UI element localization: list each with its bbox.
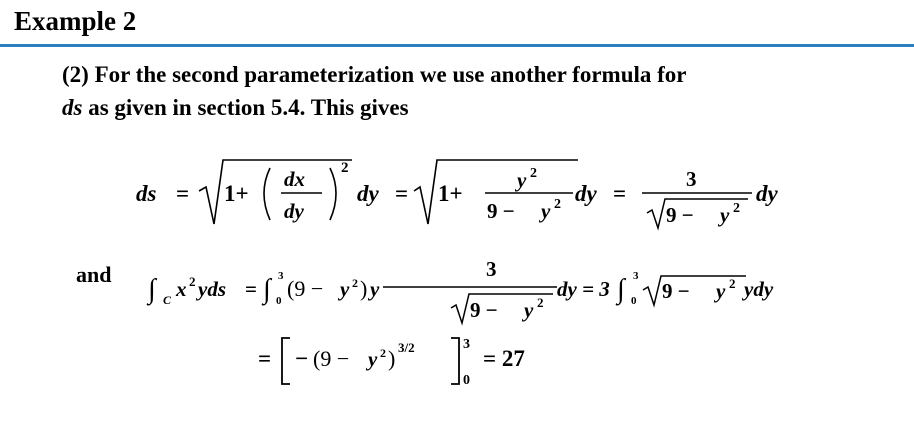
equals-sign: =: [245, 277, 257, 301]
result: = 27: [483, 346, 525, 371]
y-exponent: 2: [733, 201, 740, 216]
nine-minus-paren: (9 −: [313, 346, 350, 371]
dy-equals-three: dy = 3: [557, 277, 610, 301]
dy-term: dy: [357, 181, 379, 206]
ds-term: ds: [62, 95, 83, 120]
three-numerator: 3: [486, 257, 497, 281]
equals-sign: =: [258, 346, 272, 371]
equation-ds: [136, 160, 779, 228]
right-bracket: [451, 338, 459, 384]
nine-minus-paren: (9 −: [287, 276, 324, 301]
y-exponent: 2: [729, 276, 736, 291]
nine-minus: 9 −: [666, 203, 694, 227]
lower-limit: 0: [276, 295, 282, 307]
equation-line-integral: [146, 257, 774, 323]
dy-denominator: dy: [284, 199, 304, 223]
yds-term: yds: [198, 277, 226, 301]
x-exponent: 2: [189, 274, 196, 289]
close-paren: ): [388, 346, 396, 371]
equals-sign: =: [395, 181, 409, 206]
lower-limit: 0: [631, 295, 637, 307]
dy-term: dy: [575, 181, 597, 206]
upper-limit: 3: [278, 270, 284, 282]
three-halves-exponent: 3/2: [398, 340, 415, 355]
minus-sign: −: [295, 346, 309, 371]
y-exponent: 2: [380, 346, 386, 360]
dx-numerator: dx: [284, 167, 305, 191]
lower-limit: 0: [463, 373, 470, 388]
y-exponent: 2: [554, 197, 561, 212]
y-variable: y: [368, 347, 378, 371]
y-variable: y: [716, 279, 726, 303]
three-numerator: 3: [686, 167, 697, 191]
left-paren: [264, 168, 270, 220]
radical-sign: [199, 160, 352, 224]
one-plus: 1+: [224, 181, 249, 206]
one-plus: 1+: [438, 181, 463, 206]
equation-evaluation: [258, 337, 525, 388]
nine-minus: 9 −: [470, 298, 498, 322]
dy-term: dy: [756, 181, 778, 206]
y-denominator: y: [541, 199, 551, 223]
paragraph-line-2-rest: as given in section 5.4. This gives: [82, 95, 409, 120]
y-denominator: y: [720, 203, 730, 227]
y-variable: y: [370, 277, 380, 301]
y-denominator: y: [524, 298, 534, 322]
paragraph-line-1: (2) For the second parameterization we use another formula for: [62, 62, 687, 87]
upper-limit: 3: [633, 270, 639, 282]
integral-contour-c: C: [163, 293, 172, 307]
nine-minus: 9 −: [487, 199, 515, 223]
upper-limit: 3: [463, 337, 470, 352]
equals-sign: =: [176, 181, 190, 206]
close-paren: ): [360, 276, 368, 301]
left-bracket: [282, 338, 290, 384]
y-exponent: 2: [537, 295, 544, 310]
integral-sign: ∫: [263, 274, 271, 305]
y-numerator: y: [517, 168, 527, 192]
and-word: and: [76, 262, 112, 287]
y-exponent: 2: [530, 166, 537, 181]
square-exponent: 2: [341, 160, 349, 176]
integral-sign: ∫: [617, 274, 625, 305]
y-exponent: 2: [352, 276, 358, 290]
equals-sign: =: [613, 181, 627, 206]
nine-minus: 9 −: [662, 279, 690, 303]
ds-symbol: ds: [136, 181, 157, 206]
integral-sign: ∫: [148, 274, 156, 305]
x-variable: x: [176, 277, 187, 301]
y-variable: y: [340, 277, 350, 301]
ydy-term: ydy: [744, 277, 774, 301]
right-paren: [330, 168, 336, 220]
example-title: Example 2: [14, 6, 137, 36]
